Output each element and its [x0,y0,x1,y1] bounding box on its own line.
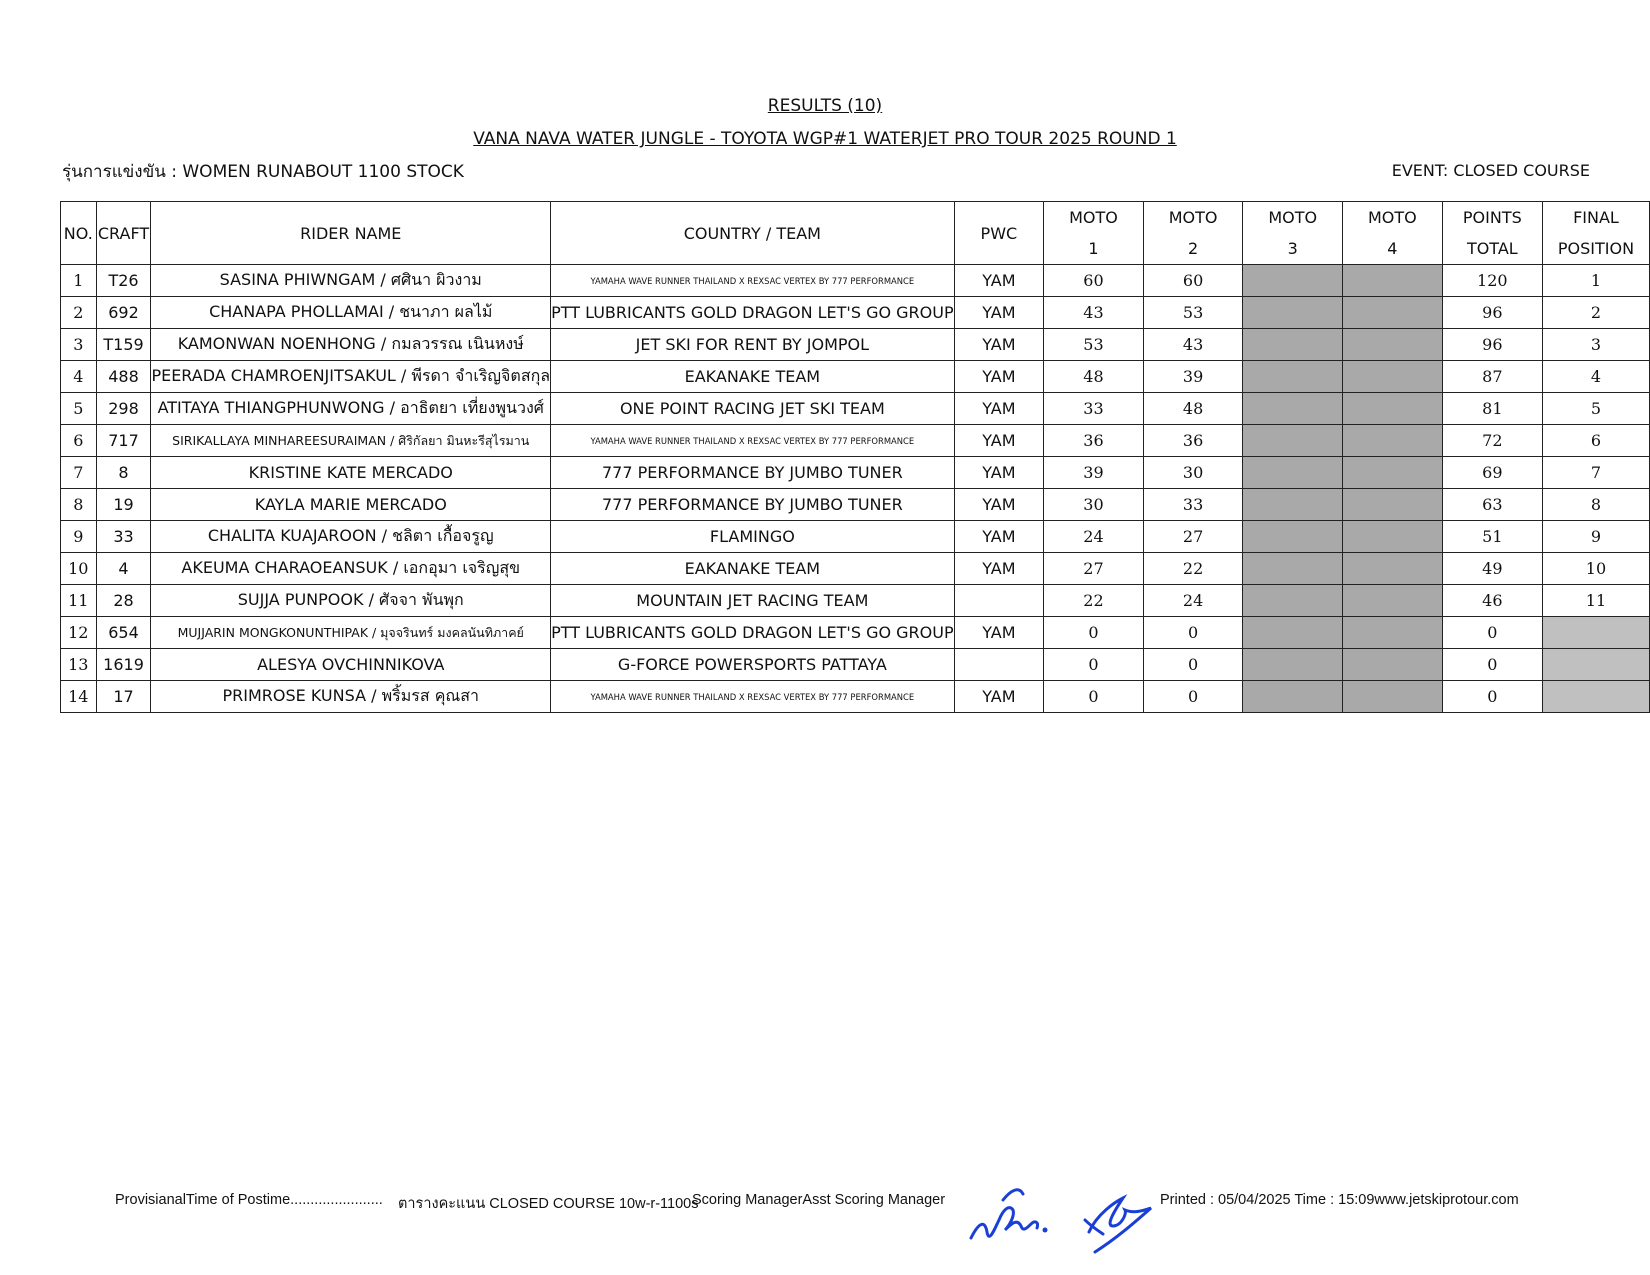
cell-moto4 [1343,425,1443,457]
cell-pwc: YAM [954,553,1044,585]
cell-craft: 1619 [96,649,151,681]
cell-no: 8 [61,489,97,521]
cell-moto4 [1343,553,1443,585]
table-row [61,329,1650,361]
cell-final-position [1542,617,1649,649]
cell-moto2: 24 [1143,585,1243,617]
cell-rider: ALESYA OVCHINNIKOVA [151,649,551,681]
cell-craft: 488 [96,361,151,393]
cell-moto4 [1343,457,1443,489]
cell-moto4 [1343,617,1443,649]
cell-moto4 [1343,681,1443,713]
cell-final-position [1542,649,1649,681]
cell-moto2: 43 [1143,329,1243,361]
cell-rider: AKEUMA CHARAOEANSUK / เอกอุมา เจริญสุข [151,553,551,585]
table-row [61,649,1650,681]
cell-team: PTT LUBRICANTS GOLD DRAGON LET'S GO GROUP [551,617,955,649]
cell-moto4 [1343,297,1443,329]
event-title: VANA NAVA WATER JUNGLE - TOYOTA WGP#1 WATERJET PRO TOUR 2025 ROUND 1 [473,129,1177,149]
table-row [61,393,1650,425]
table-row [61,617,1650,649]
cell-moto2: 22 [1143,553,1243,585]
cell-moto3 [1243,265,1343,297]
cell-pwc: YAM [954,329,1044,361]
cell-moto3 [1243,489,1343,521]
cell-no: 7 [61,457,97,489]
table-header-row [61,202,1650,265]
cell-points-total: 0 [1442,617,1542,649]
cell-final-position: 2 [1542,297,1649,329]
cell-rider: ATITAYA THIANGPHUNWONG / อาธิตยา เที่ยงพูนวงศ์ [151,393,551,425]
cell-team: FLAMINGO [551,521,955,553]
cell-rider: MUJJARIN MONGKONUNTHIPAK / มุจจรินทร์ มงคลนันทิภาคย์ [151,617,551,649]
cell-pwc: YAM [954,393,1044,425]
cell-points-total: 120 [1442,265,1542,297]
cell-team: 777 PERFORMANCE BY JUMBO TUNER [551,489,955,521]
cell-points-total: 81 [1442,393,1542,425]
cell-moto2: 0 [1143,617,1243,649]
header-points: POINTS TOTAL [1442,202,1542,265]
header-final: FINAL POSITION [1542,202,1649,265]
cell-pwc [954,649,1044,681]
cell-pwc: YAM [954,361,1044,393]
cell-no: 11 [61,585,97,617]
cell-craft: 17 [96,681,151,713]
table-row [61,457,1650,489]
header-no: NO. [61,202,97,265]
cell-no: 2 [61,297,97,329]
cell-final-position: 4 [1542,361,1649,393]
cell-team: YAMAHA WAVE RUNNER THAILAND X REXSAC VERTEX BY 777 PERFORMANCE [551,265,955,297]
cell-pwc: YAM [954,521,1044,553]
cell-points-total: 0 [1442,681,1542,713]
cell-points-total: 49 [1442,553,1542,585]
cell-moto1: 48 [1044,361,1144,393]
cell-moto4 [1343,361,1443,393]
header-craft: CRAFT [96,202,151,265]
cell-moto3 [1243,521,1343,553]
cell-final-position: 5 [1542,393,1649,425]
cell-pwc: YAM [954,297,1044,329]
cell-moto2: 27 [1143,521,1243,553]
cell-points-total: 69 [1442,457,1542,489]
cell-moto2: 33 [1143,489,1243,521]
footer-provisional: ProvisianalTime of Postime....................... [115,1192,383,1208]
cell-moto1: 33 [1044,393,1144,425]
cell-team: YAMAHA WAVE RUNNER THAILAND X REXSAC VERTEX BY 777 PERFORMANCE [551,425,955,457]
cell-final-position: 10 [1542,553,1649,585]
cell-points-total: 51 [1442,521,1542,553]
table-row [61,425,1650,457]
cell-craft: 19 [96,489,151,521]
cell-moto3 [1243,361,1343,393]
cell-moto3 [1243,617,1343,649]
cell-no: 12 [61,617,97,649]
cell-final-position: 6 [1542,425,1649,457]
table-row [61,553,1650,585]
cell-no: 10 [61,553,97,585]
cell-final-position [1542,681,1649,713]
cell-moto1: 24 [1044,521,1144,553]
results-title: RESULTS (10) [767,96,883,116]
cell-moto2: 30 [1143,457,1243,489]
cell-final-position: 8 [1542,489,1649,521]
cell-rider: SASINA PHIWNGAM / ศศินา ผิวงาม [151,265,551,297]
cell-rider: SUJJA PUNPOOK / ศัจจา พันพุก [151,585,551,617]
cell-craft: 298 [96,393,151,425]
cell-no: 13 [61,649,97,681]
cell-final-position: 3 [1542,329,1649,361]
footer-printed: Printed : 05/04/2025 Time : 15:09www.jetskiprotour.com [1160,1192,1519,1208]
header-moto4: MOTO 4 [1343,202,1443,265]
cell-moto3 [1243,553,1343,585]
header-team: COUNTRY / TEAM [551,202,955,265]
cell-moto1: 53 [1044,329,1144,361]
cell-moto1: 39 [1044,457,1144,489]
footer-scoring: Scoring ManagerAsst Scoring Manager [692,1192,946,1208]
cell-pwc: YAM [954,681,1044,713]
cell-no: 3 [61,329,97,361]
cell-pwc: YAM [954,457,1044,489]
cell-moto2: 0 [1143,649,1243,681]
cell-moto3 [1243,329,1343,361]
cell-moto1: 22 [1044,585,1144,617]
cell-points-total: 96 [1442,329,1542,361]
cell-no: 4 [61,361,97,393]
cell-moto3 [1243,649,1343,681]
cell-moto2: 53 [1143,297,1243,329]
cell-moto2: 48 [1143,393,1243,425]
cell-moto2: 36 [1143,425,1243,457]
cell-moto3 [1243,297,1343,329]
cell-pwc: YAM [954,489,1044,521]
cell-moto4 [1343,329,1443,361]
cell-moto3 [1243,681,1343,713]
cell-rider: KRISTINE KATE MERCADO [151,457,551,489]
cell-moto4 [1343,521,1443,553]
class-label: รุ่นการแข่งขัน : WOMEN RUNABOUT 1100 STOCK [62,162,464,182]
table-row [61,361,1650,393]
cell-team: YAMAHA WAVE RUNNER THAILAND X REXSAC VERTEX BY 777 PERFORMANCE [551,681,955,713]
header-moto1: MOTO 1 [1044,202,1144,265]
cell-moto3 [1243,457,1343,489]
cell-craft: T159 [96,329,151,361]
cell-points-total: 96 [1442,297,1542,329]
cell-pwc [954,585,1044,617]
cell-final-position: 7 [1542,457,1649,489]
cell-no: 9 [61,521,97,553]
table-row [61,585,1650,617]
cell-no: 6 [61,425,97,457]
signature-image [965,1170,1175,1260]
table-row [61,489,1650,521]
cell-craft: 33 [96,521,151,553]
cell-team: PTT LUBRICANTS GOLD DRAGON LET'S GO GROUP [551,297,955,329]
cell-moto3 [1243,425,1343,457]
cell-team: ONE POINT RACING JET SKI TEAM [551,393,955,425]
cell-moto1: 60 [1044,265,1144,297]
cell-moto4 [1343,489,1443,521]
cell-team: G-FORCE POWERSPORTS PATTAYA [551,649,955,681]
cell-no: 14 [61,681,97,713]
cell-moto1: 36 [1044,425,1144,457]
cell-team: MOUNTAIN JET RACING TEAM [551,585,955,617]
event-type: EVENT: CLOSED COURSE [1391,161,1590,180]
cell-craft: 4 [96,553,151,585]
cell-points-total: 46 [1442,585,1542,617]
cell-pwc: YAM [954,265,1044,297]
cell-moto4 [1343,585,1443,617]
header-moto2: MOTO 2 [1143,202,1243,265]
cell-points-total: 87 [1442,361,1542,393]
cell-final-position: 9 [1542,521,1649,553]
table-row [61,265,1650,297]
cell-moto1: 0 [1044,617,1144,649]
cell-rider: CHALITA KUAJAROON / ชลิตา เกื้อจรูญ [151,521,551,553]
cell-moto1: 0 [1044,649,1144,681]
results-table [60,201,1650,713]
table-row [61,681,1650,713]
footer-table-name: ตารางคะแนน CLOSED COURSE 10w-r-1100s [398,1196,699,1212]
cell-pwc: YAM [954,425,1044,457]
cell-moto1: 27 [1044,553,1144,585]
cell-team: JET SKI FOR RENT BY JOMPOL [551,329,955,361]
cell-moto1: 43 [1044,297,1144,329]
cell-moto3 [1243,393,1343,425]
cell-craft: 28 [96,585,151,617]
table-row [61,521,1650,553]
cell-points-total: 0 [1442,649,1542,681]
cell-final-position: 11 [1542,585,1649,617]
header-pwc: PWC [954,202,1044,265]
cell-moto2: 60 [1143,265,1243,297]
cell-moto4 [1343,649,1443,681]
cell-craft: 692 [96,297,151,329]
cell-no: 1 [61,265,97,297]
cell-moto4 [1343,393,1443,425]
cell-team: EAKANAKE TEAM [551,553,955,585]
cell-moto1: 30 [1044,489,1144,521]
cell-moto4 [1343,265,1443,297]
cell-moto2: 39 [1143,361,1243,393]
cell-team: EAKANAKE TEAM [551,361,955,393]
cell-moto2: 0 [1143,681,1243,713]
header-moto3: MOTO 3 [1243,202,1343,265]
cell-no: 5 [61,393,97,425]
cell-points-total: 63 [1442,489,1542,521]
cell-rider: SIRIKALLAYA MINHAREESURAIMAN / ศิริกัลยา มินหะรีสุไรมาน [151,425,551,457]
cell-craft: 654 [96,617,151,649]
cell-pwc: YAM [954,617,1044,649]
cell-craft: T26 [96,265,151,297]
cell-craft: 717 [96,425,151,457]
cell-rider: PEERADA CHAMROENJITSAKUL / พีรดา จำเริญจิตสกุล [151,361,551,393]
cell-rider: CHANAPA PHOLLAMAI / ชนาภา ผลไม้ [151,297,551,329]
table-row [61,297,1650,329]
header-rider: RIDER NAME [151,202,551,265]
cell-final-position: 1 [1542,265,1649,297]
cell-rider: KAMONWAN NOENHONG / กมลวรรณ เนินหงษ์ [151,329,551,361]
cell-points-total: 72 [1442,425,1542,457]
cell-moto1: 0 [1044,681,1144,713]
cell-team: 777 PERFORMANCE BY JUMBO TUNER [551,457,955,489]
cell-moto3 [1243,585,1343,617]
cell-rider: PRIMROSE KUNSA / พริ้มรส คุณสา [151,681,551,713]
cell-rider: KAYLA MARIE MERCADO [151,489,551,521]
cell-craft: 8 [96,457,151,489]
